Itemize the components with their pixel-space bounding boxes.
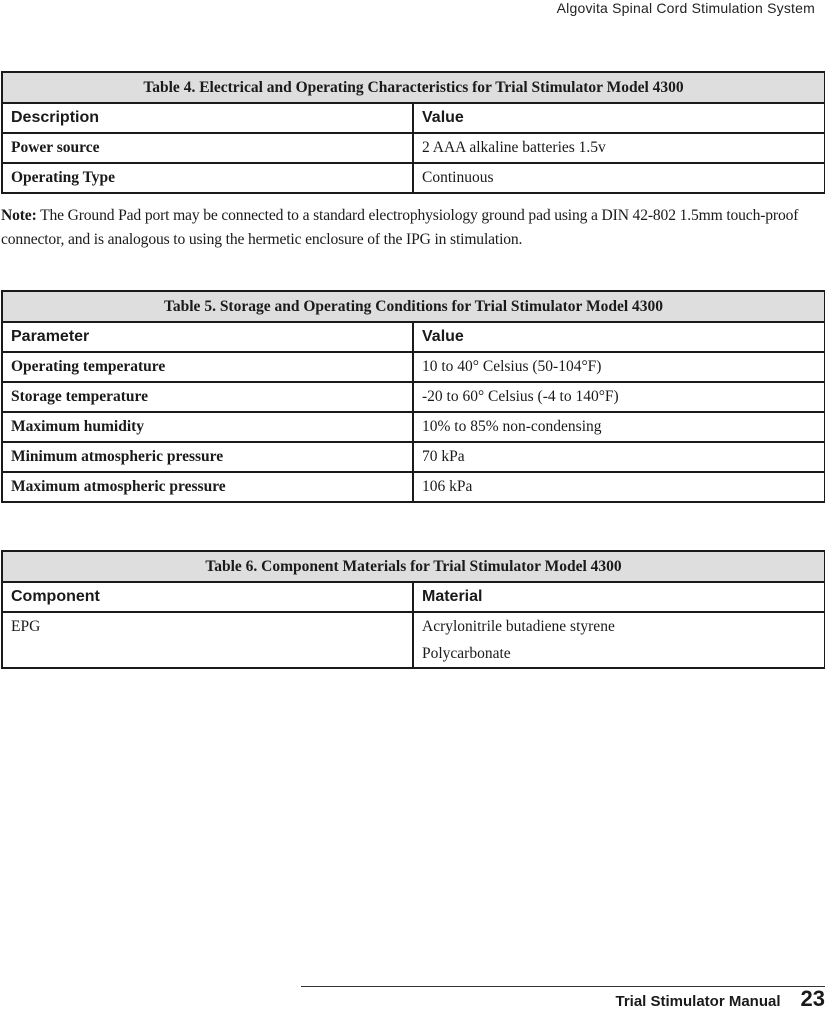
column-header: Material bbox=[413, 582, 825, 612]
table-row bbox=[2, 352, 825, 382]
table-row bbox=[2, 133, 825, 163]
table-row bbox=[2, 412, 825, 442]
table-component-materials bbox=[1, 550, 825, 669]
row-label: Operating Type bbox=[2, 163, 413, 193]
table-row bbox=[2, 382, 825, 412]
material-item: Polycarbonate bbox=[422, 645, 511, 662]
row-label: Storage temperature bbox=[2, 382, 413, 412]
table-row bbox=[2, 442, 825, 472]
table-row bbox=[2, 472, 825, 502]
note-text: The Ground Pad port may be connected to a standard electrophysiology ground pad using a DIN 42-802 1.5mm touch-proof connector, and is analogous to using the hermetic enclosure of the IPG in stimulation. bbox=[1, 207, 799, 248]
row-label: Operating temperature bbox=[2, 352, 413, 382]
column-header: Value bbox=[413, 322, 825, 352]
table-electrical-characteristics bbox=[1, 71, 825, 194]
material-item: Acrylonitrile butadiene styrene bbox=[422, 618, 615, 635]
table-row bbox=[2, 163, 825, 193]
running-header: Algovita Spinal Cord Stimulation System bbox=[556, 0, 815, 16]
column-header: Value bbox=[413, 103, 825, 133]
table-caption: Table 4. Electrical and Operating Characteristics for Trial Stimulator Model 4300 bbox=[2, 72, 825, 103]
row-value: -20 to 60° Celsius (-4 to 140°F) bbox=[413, 382, 825, 412]
component-name: EPG bbox=[2, 612, 413, 668]
page-number: 23 bbox=[800, 986, 825, 1011]
footer-divider bbox=[301, 986, 825, 987]
footer-manual-title: Trial Stimulator Manual bbox=[615, 993, 781, 1010]
material-list bbox=[413, 612, 825, 668]
note-paragraph bbox=[1, 204, 824, 252]
row-value: 10 to 40° Celsius (50-104°F) bbox=[413, 352, 825, 382]
column-header: Description bbox=[2, 103, 413, 133]
column-header: Component bbox=[2, 582, 413, 612]
column-header: Parameter bbox=[2, 322, 413, 352]
row-label: Power source bbox=[2, 133, 413, 163]
row-value: Continuous bbox=[413, 163, 825, 193]
row-value: 10% to 85% non-condensing bbox=[413, 412, 825, 442]
table-caption: Table 5. Storage and Operating Conditions for Trial Stimulator Model 4300 bbox=[2, 291, 825, 322]
table-caption: Table 6. Component Materials for Trial Stimulator Model 4300 bbox=[2, 551, 825, 582]
row-value: 2 AAA alkaline batteries 1.5v bbox=[413, 133, 825, 163]
row-value: 106 kPa bbox=[413, 472, 825, 502]
row-label: Maximum humidity bbox=[2, 412, 413, 442]
row-value: 70 kPa bbox=[413, 442, 825, 472]
row-label: Minimum atmospheric pressure bbox=[2, 442, 413, 472]
table-storage-operating-conditions bbox=[1, 290, 825, 503]
row-label: Maximum atmospheric pressure bbox=[2, 472, 413, 502]
note-label: Note: bbox=[1, 207, 37, 224]
table-row bbox=[2, 612, 825, 668]
page-footer bbox=[615, 988, 825, 1010]
